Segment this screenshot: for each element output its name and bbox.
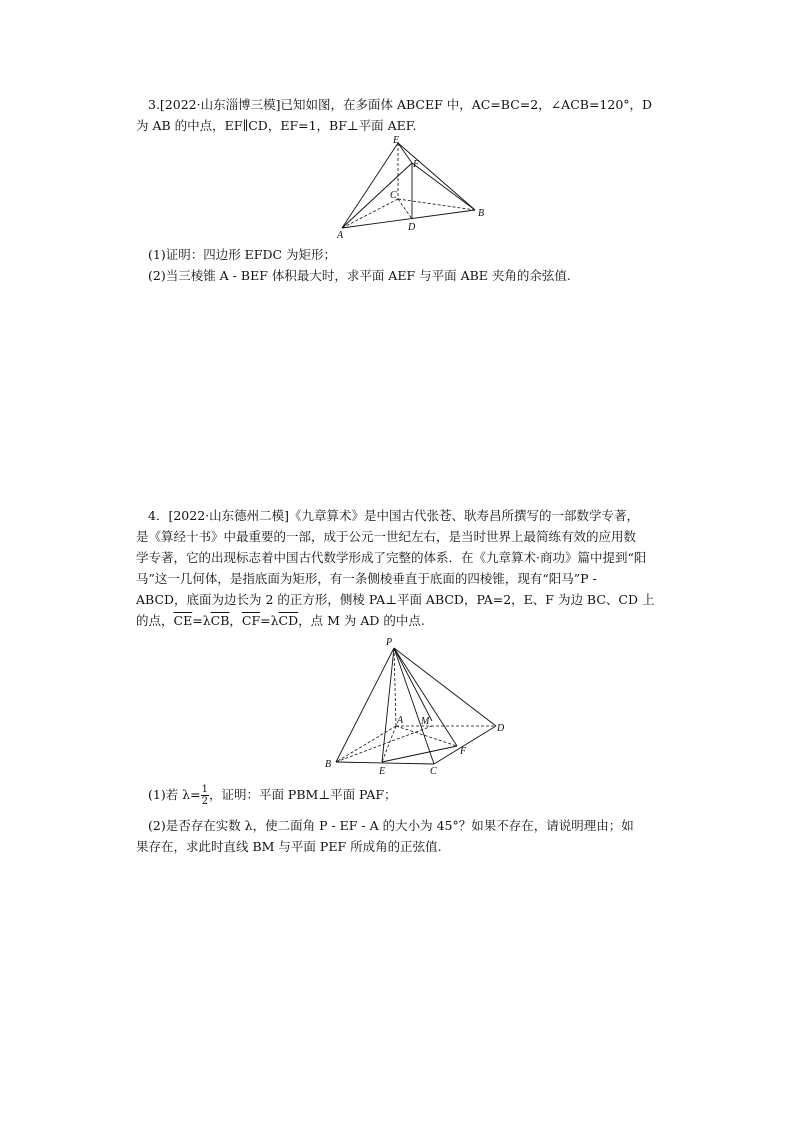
edge-PA (394, 648, 396, 726)
problem-4-question-2-line-1: (2)是否存在实数 λ，使二面角 P - EF - A 的大小为 45°？如果不存在，请说明理由；如 (148, 818, 634, 833)
edge-CD (434, 726, 496, 764)
problem-4-stem-line-1: 4．[2022·山东德州二模]《九章算术》是中国古代张苍、耿寿昌所撰写的一部数学专著， (148, 508, 639, 523)
problem-3-stem-line-2: 为 AB 的中点，EF∥CD，EF=1，BF⊥平面 AEF. (136, 118, 417, 133)
problem-3 (136, 94, 676, 136)
edge-CA (342, 199, 398, 228)
problem-4-questions (136, 781, 676, 857)
edge-PF (394, 648, 457, 746)
q1-prefix: (1)若 λ= (148, 787, 201, 802)
label-M: M (421, 716, 430, 727)
edge-PC (394, 648, 434, 764)
label-D: D (497, 723, 505, 734)
edge-BC (336, 762, 434, 764)
equals-lambda-1: =λ (192, 613, 211, 628)
problem-4-question-1 (136, 781, 676, 809)
edge-EB (398, 143, 475, 210)
label-A: A (397, 715, 404, 726)
problem-4 (136, 505, 676, 631)
edge-EA (342, 143, 398, 228)
label-D: D (408, 222, 416, 233)
problem-4-question-2-line-2: 果存在，求此时直线 BM 与平面 PEF 所成角的正弦值. (136, 839, 442, 854)
problem-3-questions (136, 244, 676, 286)
label-C: C (390, 190, 397, 201)
edge-PM (394, 648, 432, 721)
problem-4-figure (318, 630, 518, 780)
problem-4-stem-line-6 (136, 610, 676, 631)
problem-3-question-1: (1)证明：四边形 EFDC 为矩形； (148, 247, 337, 262)
problem-4-line6-suffix: ，点 M 为 AD 的中点. (298, 613, 425, 628)
label-P: P (386, 637, 393, 648)
label-F: F (413, 159, 420, 170)
problem-4-stem-line-5: ABCD，底面为边长为 2 的正方形，侧棱 PA⊥平面 ABCD，PA=2，E、F 为边 BC、CD 上 (136, 592, 655, 607)
equals-lambda-2: =λ (260, 613, 279, 628)
label-E: E (379, 766, 386, 777)
vector-CF: $\overline{CF}$ (241, 613, 261, 628)
problem-4-stem-line-2: 是《算经十书》中最重要的一部，成于公元一世纪左右，是当时世界上最简练有效的应用数 (136, 529, 637, 544)
edge-EF (382, 746, 457, 762)
vector-CD: $\overline{CD}$ (278, 613, 299, 628)
vector-CB: $\overline{CB}$ (210, 613, 230, 628)
separator: ， (229, 613, 242, 628)
vector-CE: $\overline{CE}$ (173, 613, 193, 628)
problem-3-figure (330, 133, 500, 243)
label-B: B (325, 759, 332, 770)
edge-CD (398, 199, 412, 219)
problem-3-question-2: (2)当三棱锥 A - BEF 体积最大时，求平面 AEF 与平面 ABE 夹角的余弦值. (148, 268, 571, 283)
label-F: F (460, 746, 467, 757)
edge-PE (382, 648, 394, 762)
problem-4-stem-line-3: 学专著，它的出现标志着中国古代数学形成了完整的体系．在《九章算术·商功》篇中提到“阳 (136, 550, 647, 565)
problem-4-stem-line-4: 马”这一几何体，是指底面为矩形，有一条侧棱垂直于底面的四棱锥，现有“阳马”P - (136, 571, 597, 586)
edge-PD (394, 648, 496, 726)
label-E: E (393, 135, 400, 146)
label-A: A (337, 230, 344, 241)
fraction-denominator: 2 (201, 796, 208, 807)
fraction-one-half (201, 784, 209, 807)
label-C: C (430, 766, 437, 777)
q1-suffix: ，证明：平面 PBM⊥平面 PAF； (208, 787, 397, 802)
label-B: B (478, 208, 485, 219)
edge-FB (412, 163, 475, 210)
problem-4-line6-prefix: 的点， (136, 613, 174, 628)
edge-CB (398, 199, 475, 210)
fraction-numerator: 1 (201, 784, 208, 795)
problem-3-stem-line-1: 3.[2022·山东淄博三模]已知如图，在多面体 ABCEF 中，AC=BC=2，∠ACB=120°，D (148, 97, 653, 112)
